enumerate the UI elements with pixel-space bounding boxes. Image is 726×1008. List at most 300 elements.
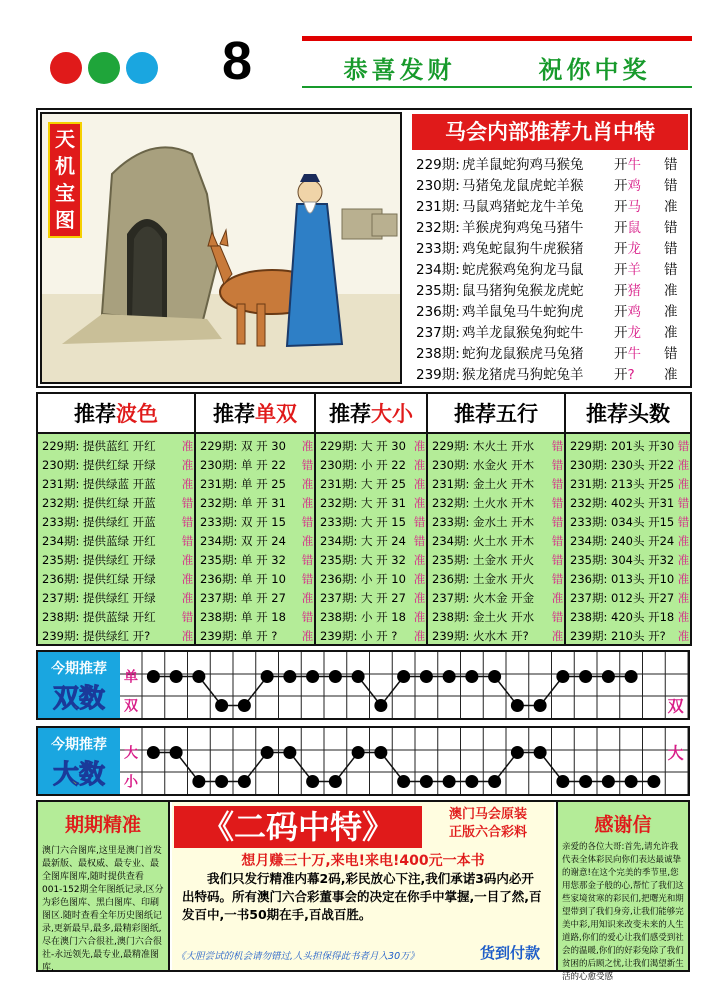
period: 231期:: [416, 199, 460, 215]
zodiac-list: 猴龙猪虎马狗蛇兔羊: [462, 367, 584, 383]
grid-row: [428, 475, 564, 494]
grid-row: [38, 475, 194, 494]
hit-status: 错: [413, 515, 426, 529]
prediction: 提供绿蓝 开蓝: [83, 477, 156, 491]
grid-row: [316, 570, 426, 589]
prediction: 金土火 开水: [473, 610, 535, 624]
hit-status: 准: [301, 477, 314, 491]
period: 231期:: [320, 477, 358, 491]
period: 230期:: [432, 458, 470, 472]
open-label: 开: [614, 367, 628, 383]
hit-status: 准: [677, 610, 690, 624]
period: 236期:: [42, 572, 80, 586]
chart-point: [374, 746, 387, 759]
ad-side-line1: 澳门马会原装: [448, 807, 527, 822]
hit-status: 错: [664, 262, 678, 278]
period: 230期:: [200, 458, 238, 472]
hit-status: 准: [181, 477, 194, 491]
prediction: 大 开 25: [361, 477, 406, 491]
prediction: 提供红绿 开绿: [83, 458, 156, 472]
chart-subtitle: 今期推荐: [51, 737, 107, 753]
prediction: 213头 开25: [611, 477, 675, 491]
open-result: [614, 197, 664, 218]
prediction: 提供绿红 开?: [83, 629, 151, 643]
column-header-b: 波色: [116, 401, 158, 426]
blessing-underline: [302, 86, 692, 88]
grid-row: [566, 570, 690, 589]
grid-column: [428, 394, 566, 644]
chart-point: [465, 775, 478, 788]
column-rows: [38, 434, 194, 646]
grid-row: [566, 456, 690, 475]
zodiac-list: 马猪兔龙鼠虎蛇羊猴: [462, 178, 584, 194]
prediction: 单 开 27: [241, 591, 286, 605]
hit-status: 错: [301, 515, 314, 529]
prediction: 土金水 开火: [473, 572, 535, 586]
header-dots: [50, 52, 158, 84]
chart-point: [147, 746, 160, 759]
chart-ylabel: 双: [124, 698, 138, 715]
grid-row: [316, 513, 426, 532]
period: 235期:: [320, 553, 358, 567]
grid-row: [428, 570, 564, 589]
open-label: 开: [614, 283, 628, 299]
hit-status: 准: [181, 572, 194, 586]
prediction: 240头 开24: [611, 534, 675, 548]
period: 230期:: [320, 458, 358, 472]
hit-status: 准: [677, 534, 690, 548]
open-animal: 龙: [627, 325, 641, 341]
hit-status: 准: [413, 477, 426, 491]
grid-row: [566, 475, 690, 494]
period: 229期:: [320, 439, 358, 453]
grid-row: [196, 494, 314, 513]
prediction: 小 开 22: [361, 458, 406, 472]
grid-row: [38, 456, 194, 475]
hit-status: 准: [551, 629, 564, 643]
bottom-section: [36, 800, 690, 982]
period: 233期:: [320, 515, 358, 529]
column-rows: [196, 434, 314, 646]
chart-point: [215, 699, 228, 712]
open-animal: 猪: [627, 283, 641, 299]
period: 234期:: [416, 262, 460, 278]
prediction: 大 开 27: [361, 591, 406, 605]
open-animal: 鸡: [627, 178, 641, 194]
period: 232期:: [416, 220, 460, 236]
thanks-title: 感谢信: [594, 814, 652, 836]
grid-row: [566, 551, 690, 570]
prediction: 小 开 10: [361, 572, 406, 586]
column-rows: [566, 434, 690, 646]
period: 231期:: [200, 477, 238, 491]
grid-row: [38, 437, 194, 456]
chart-point: [261, 746, 274, 759]
period: 239期:: [432, 629, 470, 643]
column-header-a: 推荐: [74, 401, 116, 426]
hit-status: 准: [677, 591, 690, 605]
zodiac-list: 鸡羊龙鼠猴兔狗蛇牛: [462, 325, 584, 341]
prediction: 水金火 开木: [473, 458, 535, 472]
column-header: [428, 394, 564, 434]
prediction: 大 开 31: [361, 496, 406, 510]
hit-status: 错: [551, 439, 564, 453]
period: 232期:: [200, 496, 238, 510]
special-row: [416, 323, 688, 344]
blue-dot: [126, 52, 158, 84]
open-animal: 羊: [627, 262, 641, 278]
hit-status: 错: [551, 515, 564, 529]
zodiac-list: 鸡羊鼠兔马牛蛇狗虎: [462, 304, 584, 320]
chart-point: [556, 775, 569, 788]
hit-status: 错: [551, 458, 564, 472]
hit-status: 准: [413, 439, 426, 453]
period: 235期:: [416, 283, 460, 299]
grid-row: [196, 513, 314, 532]
hit-status: 错: [181, 515, 194, 529]
hit-status: 准: [677, 477, 690, 491]
chart-point: [170, 746, 183, 759]
chart-point: [397, 775, 410, 788]
period: 233期:: [42, 515, 80, 529]
prediction: 单 开 25: [241, 477, 286, 491]
grid-row: [316, 475, 426, 494]
period: 229期:: [42, 439, 80, 453]
prediction: 木火土 开水: [473, 439, 535, 453]
prediction: 201头 开30: [611, 439, 675, 453]
hit-status: 错: [677, 439, 690, 453]
odd-even-chart: [36, 650, 690, 720]
period: 229期:: [570, 439, 608, 453]
open-result: [614, 323, 664, 344]
period: 237期:: [42, 591, 80, 605]
hit-status: 错: [664, 220, 678, 236]
hit-status: 错: [677, 515, 690, 529]
column-header: [316, 394, 426, 434]
chart-point: [352, 746, 365, 759]
chart-point: [420, 670, 433, 683]
period: 237期:: [432, 591, 470, 605]
ad-body: 我们只发行精准内幕2码,彩民放心下注,我们承诺3码内必开出特码。所有澳门六合彩董事会的决定在你手中掌握,一目了然,百发百中,一书50期在手,百战百胜。: [182, 871, 542, 922]
prediction: 提供蓝绿 开红: [83, 610, 156, 624]
period: 236期:: [416, 304, 460, 320]
big-small-chart: [36, 726, 690, 796]
grid-row: [38, 589, 194, 608]
accuracy-panel: [38, 802, 170, 973]
open-animal: 鼠: [627, 220, 641, 236]
grid-row: [428, 589, 564, 608]
period: 238期:: [570, 610, 608, 624]
special-row: [416, 344, 688, 365]
chart-point: [579, 670, 592, 683]
chart-point: [465, 670, 478, 683]
grid-row: [566, 532, 690, 551]
hit-status: 准: [301, 591, 314, 605]
open-result: [614, 365, 664, 386]
chart-title: 大数: [52, 760, 105, 790]
grid-row: [196, 456, 314, 475]
hit-status: 准: [413, 610, 426, 624]
special-row: [416, 218, 688, 239]
chart-point: [647, 775, 660, 788]
period: 230期:: [416, 178, 460, 194]
grid-row: [196, 475, 314, 494]
period: 232期:: [320, 496, 358, 510]
prediction: 单 开 ?: [241, 629, 278, 643]
period: 238期:: [200, 610, 238, 624]
chart-point: [511, 699, 524, 712]
thanks-text: 亲爱的各位大哥:首先,请允许我代表全体彩民向你们表达最诚挚的谢意!在这个完美的季节里,您用您那金子般的心,帮忙了我们这些家境贫寒的彩民们,把曙光和期望带到了我们身旁,让我们能够完美中彩,用知识来改变未来的人生道路,你们的爱心让我们感受到社会的温暖,你们的好彩兔除了我们贫困的后顾之忧,让我们渴望新生活的心愈受感: [562, 842, 684, 982]
prediction: 提供绿红 开蓝: [83, 515, 156, 529]
prediction: 大 开 32: [361, 553, 406, 567]
grid-row: [316, 456, 426, 475]
prediction: 单 开 18: [241, 610, 286, 624]
ad-side-line2: 正版六合彩料: [448, 825, 527, 840]
grid-row: [196, 627, 314, 646]
grid-column: [196, 394, 316, 644]
grid-row: [428, 513, 564, 532]
period: 237期:: [570, 591, 608, 605]
prediction: 012头 开27: [611, 591, 675, 605]
header-rule: [302, 36, 692, 41]
grid-row: [316, 589, 426, 608]
hit-status: 错: [301, 553, 314, 567]
grid-row: [566, 608, 690, 627]
grid-row: [316, 608, 426, 627]
hit-status: 错: [301, 610, 314, 624]
grid-row: [196, 589, 314, 608]
column-header-a: 推荐五行: [454, 401, 538, 426]
period: 234期:: [432, 534, 470, 548]
period: 239期:: [200, 629, 238, 643]
chart-point: [602, 775, 615, 788]
grid-row: [566, 494, 690, 513]
grid-row: [428, 532, 564, 551]
hit-status: 准: [677, 629, 690, 643]
special-row: [416, 239, 688, 260]
hit-status: 错: [677, 496, 690, 510]
prediction: 提供蓝红 开红: [83, 439, 156, 453]
chart-point: [283, 670, 296, 683]
special-row: [416, 260, 688, 281]
hit-status: 错: [181, 534, 194, 548]
column-header-a: 推荐: [213, 401, 255, 426]
hit-status: 准: [181, 629, 194, 643]
open-label: 开: [614, 262, 628, 278]
prediction: 土火水 开木: [473, 496, 535, 510]
chart-point: [329, 775, 342, 788]
period: 231期:: [42, 477, 80, 491]
zodiac-list: 蛇虎猴鸡兔狗龙马鼠: [462, 262, 584, 278]
hit-status: 准: [664, 325, 678, 341]
grid-row: [196, 532, 314, 551]
prediction: 单 开 32: [241, 553, 286, 567]
chart-label: [38, 728, 120, 794]
open-result: [614, 281, 664, 302]
prediction: 单 开 10: [241, 572, 286, 586]
grid-column: [38, 394, 196, 644]
zodiac-list: 马鼠鸡猪蛇龙牛羊兔: [462, 199, 584, 215]
hit-status: 错: [301, 458, 314, 472]
grid-row: [38, 627, 194, 646]
open-result: [614, 176, 664, 197]
hit-status: 准: [181, 553, 194, 567]
hit-status: 错: [413, 534, 426, 548]
grid-row: [196, 608, 314, 627]
grid-row: [38, 551, 194, 570]
hit-status: 准: [413, 591, 426, 605]
period: 229期:: [416, 157, 460, 173]
zodiac-list: 鼠马猪狗兔猴龙虎蛇: [462, 283, 584, 299]
period: 239期:: [416, 367, 460, 383]
prediction: 034头 开15: [611, 515, 675, 529]
chart-point: [625, 775, 638, 788]
hit-status: 错: [551, 572, 564, 586]
hit-status: 错: [551, 610, 564, 624]
chart-point: [170, 670, 183, 683]
chart-point: [306, 670, 319, 683]
chart-ylabel: 大: [124, 745, 138, 762]
hit-status: 错: [551, 477, 564, 491]
hit-status: 准: [301, 439, 314, 453]
blessing-left: 恭喜发财: [343, 55, 456, 84]
grid-row: [196, 570, 314, 589]
open-result: [614, 344, 664, 365]
chart-end-label: 双: [667, 696, 684, 716]
hit-status: 准: [301, 534, 314, 548]
hit-status: 错: [551, 553, 564, 567]
prediction: 402头 开31: [611, 496, 675, 510]
open-result: [614, 155, 664, 176]
chart-point: [488, 670, 501, 683]
open-animal: 龙: [627, 241, 641, 257]
open-label: 开: [614, 346, 628, 362]
prediction: 大 开 24: [361, 534, 406, 548]
open-result: [614, 302, 664, 323]
open-label: 开: [614, 178, 628, 194]
hit-status: 准: [413, 553, 426, 567]
open-label: 开: [614, 325, 628, 341]
grid-row: [316, 437, 426, 456]
chart-point: [238, 699, 251, 712]
period: 232期:: [570, 496, 608, 510]
grid-row: [566, 627, 690, 646]
chart-point: [443, 670, 456, 683]
chart-point: [397, 670, 410, 683]
open-label: 开: [614, 220, 628, 236]
prediction: 火水木 开?: [473, 629, 529, 643]
chart-ylabel: 小: [124, 774, 138, 791]
column-header: [196, 394, 314, 434]
prediction: 230头 开22: [611, 458, 675, 472]
hit-status: 错: [181, 610, 194, 624]
chart-point: [625, 670, 638, 683]
open-label: 开: [614, 157, 628, 173]
chart-point: [374, 699, 387, 712]
period: 238期:: [432, 610, 470, 624]
grid-row: [38, 494, 194, 513]
hit-status: 准: [664, 283, 678, 299]
zodiac-list: 鸡兔蛇鼠狗牛虎猴猪: [462, 241, 584, 257]
prediction: 大 开 30: [361, 439, 406, 453]
prediction: 双 开 15: [241, 515, 286, 529]
hit-status: 准: [551, 591, 564, 605]
prediction: 土金水 开火: [473, 553, 535, 567]
period: 232期:: [432, 496, 470, 510]
accuracy-text: 澳门六合图库,这里是澳门首发最新版、最权威、最专业、最全图库图库,随时提供查看001-152期全年图纸记录,区分为彩色图库、黑白图库、印刷图区.随时查看全年历史图纸记录,更新最早,最多,最精彩图纸,尽在澳门六合很社,澳门六合很社-永远领先,最专业,最精准图库,: [42, 846, 164, 973]
grid-row: [428, 437, 564, 456]
illustration: [40, 112, 402, 384]
period: 236期:: [320, 572, 358, 586]
hit-status: 准: [181, 591, 194, 605]
period: 233期:: [416, 241, 460, 257]
chart-point: [556, 670, 569, 683]
picture-label: 天机宝图: [48, 122, 82, 238]
period: 235期:: [570, 553, 608, 567]
period: 230期:: [42, 458, 80, 472]
dot-chart: [120, 652, 688, 718]
period: 234期:: [200, 534, 238, 548]
prediction: 大 开 15: [361, 515, 406, 529]
thanks-panel: [556, 802, 688, 982]
hit-status: 错: [301, 572, 314, 586]
hit-status: 准: [301, 629, 314, 643]
prediction: 小 开 ?: [361, 629, 398, 643]
chart-point: [329, 670, 342, 683]
period: 237期:: [200, 591, 238, 605]
hit-status: 错: [664, 178, 678, 194]
prediction: 金水土 开木: [473, 515, 535, 529]
chart-title: 双数: [52, 684, 105, 714]
top-section: [36, 108, 692, 388]
chart-point: [579, 775, 592, 788]
period: 229期:: [200, 439, 238, 453]
prediction: 304头 开32: [611, 553, 675, 567]
hit-status: 准: [413, 458, 426, 472]
dot-chart: [120, 728, 688, 794]
hit-status: 准: [413, 629, 426, 643]
grid-row: [38, 608, 194, 627]
period: 233期:: [200, 515, 238, 529]
period: 235期:: [432, 553, 470, 567]
column-rows: [316, 434, 426, 646]
prediction: 提供绿红 开绿: [83, 553, 156, 567]
chart-point: [261, 670, 274, 683]
period: 236期:: [570, 572, 608, 586]
period: 233期:: [570, 515, 608, 529]
grid-row: [38, 532, 194, 551]
zodiac-list: 虎羊鼠蛇狗鸡马猴兔: [462, 157, 584, 173]
grid-row: [428, 456, 564, 475]
hit-status: 错: [551, 496, 564, 510]
open-animal: 牛: [627, 346, 641, 362]
period: 239期:: [320, 629, 358, 643]
ad-slogan: 想月赚三十万,来电!来电!400元一本书: [241, 853, 485, 869]
hit-status: 准: [677, 572, 690, 586]
grid-row: [566, 589, 690, 608]
period: 238期:: [416, 346, 460, 362]
hit-status: 错: [551, 534, 564, 548]
chart-point: [215, 775, 228, 788]
period: 233期:: [432, 515, 470, 529]
prediction: 013头 开10: [611, 572, 675, 586]
period: 239期:: [570, 629, 608, 643]
period: 231期:: [432, 477, 470, 491]
chart-point: [306, 775, 319, 788]
prediction: 双 开 24: [241, 534, 286, 548]
grid-column: [566, 394, 690, 644]
prediction: 提供绿红 开绿: [83, 591, 156, 605]
